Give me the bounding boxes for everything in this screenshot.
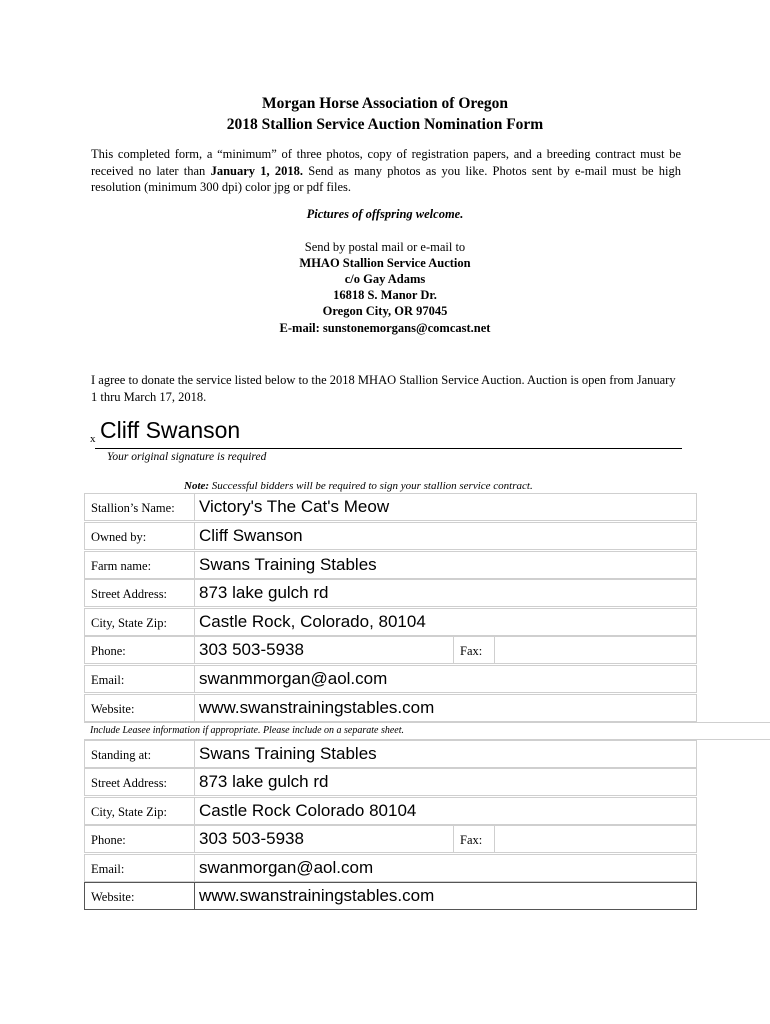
signature-note: Your original signature is required [107,451,267,463]
standing-at-label: Standing at: [91,748,152,762]
form-row-standing-email [84,854,697,882]
agreement-text: I agree to donate the service listed below to the 2018 MHAO Stallion Service Auction. Auction is open from January 1 thru March 17, 2018. [91,373,676,404]
form-row-standing-website [84,882,697,910]
form-row-standing-city [84,797,697,825]
leasee-note: Include Leasee information if appropriate. Please include on a separate sheet. [90,725,405,736]
form-row-stallion [84,493,697,521]
standing-website-field[interactable]: www.swanstrainingstables.com [199,886,435,905]
send-line-3: c/o Gay Adams [344,272,426,286]
website-label: Website: [91,702,135,716]
form-row-owned-by [84,522,697,550]
form-row-street [84,579,697,607]
send-line-2: MHAO Stallion Service Auction [299,256,471,270]
website-field[interactable]: www.swanstrainingstables.com [199,698,435,717]
intro-text-b: Send as many photos as you like. Photos sent by e-mail must be high resolution (minimum 300 dpi) color jpg or pdf files. [91,163,681,194]
standing-email-field[interactable]: swanmorgan@aol.com [199,858,374,877]
leasee-note-row [84,722,770,740]
fax-label: Fax: [460,644,483,658]
owned-by-label: Owned by: [91,530,147,544]
offspring-note: Pictures of offspring welcome. [306,207,464,221]
send-email: E-mail: sunstonemorgans@comcast.net [279,321,491,335]
send-line-1: Send by postal mail or e-mail to [304,240,466,254]
email-field[interactable]: swanmmorgan@aol.com [199,669,388,688]
bidder-note [184,480,533,492]
city-state-zip-field[interactable]: Castle Rock, Colorado, 80104 [199,612,426,631]
street-address-label: Street Address: [91,587,168,601]
farm-name-field[interactable]: Swans Training Stables [199,555,377,574]
form-row-farm [84,551,697,579]
org-title: Morgan Horse Association of Oregon [262,95,508,112]
standing-street-label: Street Address: [91,776,168,790]
send-line-4: 16818 S. Manor Dr. [333,288,437,302]
standing-at-field[interactable]: Swans Training Stables [199,744,377,763]
form-title: 2018 Stallion Service Auction Nomination Form [226,116,544,133]
standing-email-label: Email: [91,862,125,876]
owned-by-field[interactable]: Cliff Swanson [199,526,303,545]
signature-field[interactable]: Cliff Swanson [100,417,241,443]
stallion-name-field[interactable]: Victory's The Cat's Meow [199,497,390,516]
standing-fax-label: Fax: [460,833,483,847]
standing-street-field[interactable]: 873 lake gulch rd [199,772,329,791]
standing-phone-label: Phone: [91,833,126,847]
deadline: January 1, 2018. [210,163,304,178]
street-address-field[interactable]: 873 lake gulch rd [199,583,329,602]
phone-field[interactable]: 303 503-5938 [199,640,304,659]
email-label: Email: [91,673,125,687]
intro-paragraph [91,146,681,196]
send-line-5: Oregon City, OR 97045 [322,304,448,318]
phone-label: Phone: [91,644,126,658]
standing-website-label: Website: [91,890,135,904]
stallion-name-label: Stallion’s Name: [91,501,175,515]
form-row-city [84,608,697,636]
city-state-zip-label: City, State Zip: [91,616,167,630]
signature-line [95,448,682,449]
farm-name-label: Farm name: [91,559,152,573]
standing-city-label: City, State Zip: [91,805,167,819]
standing-phone-field[interactable]: 303 503-5938 [199,829,304,848]
bidder-note-label: Note: [184,480,210,492]
form-row-phone [84,636,697,664]
form-row-standing-street [84,768,697,796]
signature-x-mark: x [90,433,96,445]
form-row-email [84,665,697,693]
form-row-standing-phone [84,825,697,853]
form-row-website [84,694,697,722]
bidder-note-text: Successful bidders will be required to sign your stallion service contract. [209,480,533,492]
standing-city-field[interactable]: Castle Rock Colorado 80104 [199,801,417,820]
form-row-standing [84,740,697,768]
intro-text-a: This completed form, a “minimum” of three photos, copy of registration papers, and a breeding contract must be received no later than [91,147,681,178]
